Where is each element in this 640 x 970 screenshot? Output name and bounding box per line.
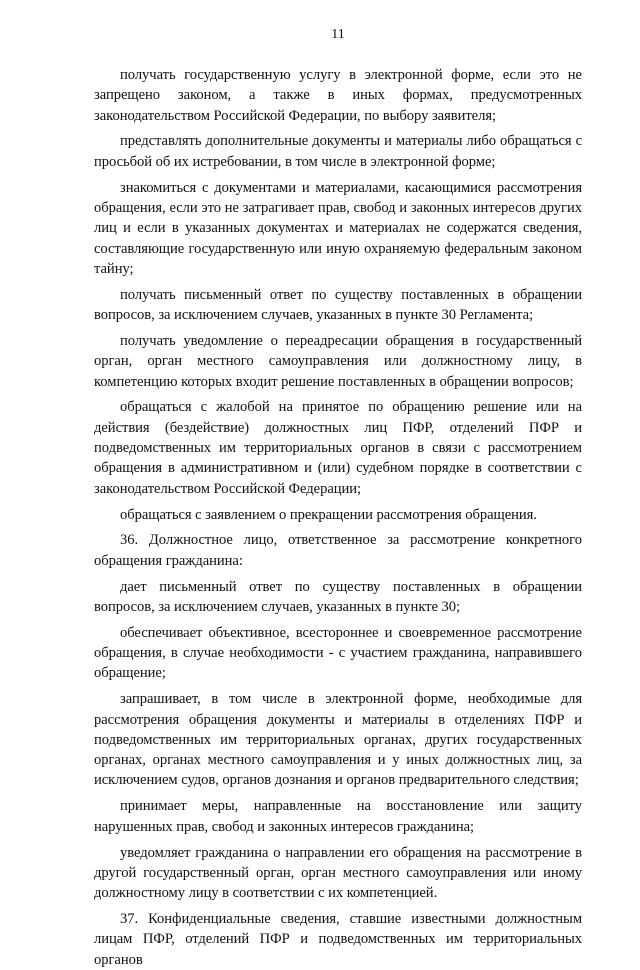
paragraph-redirect-notice: получать уведомление о переадресации обращения в государственный орган, орган местного самоуправления или должностному лицу, в компетенцию которых входит решение поставленных в обращении вопросов; <box>94 332 582 390</box>
paragraph-ensures-review: обеспечивает объективное, всестороннее и своевременное рассмотрение обращения, в случае необходимости - с участием гражданина, направившего обращение; <box>94 624 582 682</box>
paragraph-review-materials: знакомиться с документами и материалами, касающимися рассмотрения обращения, если это не затрагивает прав, свобод и законных интересов других лиц и если в указанных документах и материалах не содержатся сведения, составляющие государственную или иную охраняемую федеральным законом тайну; <box>94 179 582 277</box>
paragraph-gives-answer: дает письменный ответ по существу поставленных в обращении вопросов, за исключением случаев, указанных в пункте 30; <box>94 578 582 615</box>
paragraph-submit-documents: представлять дополнительные документы и материалы либо обращаться с просьбой об их истребовании, в том числе в электронной форме; <box>94 133 582 170</box>
paragraph-clause-37: 37. Конфиденциальные сведения, ставшие известными должностным лицам ПФР, отделений ПФР и подведомственных им территориальных органов <box>94 911 582 968</box>
paragraph-complaint: обращаться с жалобой на принятое по обращению решение или на действия (бездействие) должностных лиц ПФР, отделений ПФР и подведомственных им территориальных органов в связи с рассмотрением обращения в административном и (или) судебном порядке в соответствии с законодательством Российской Федерации; <box>94 399 582 497</box>
paragraph-clause-36: 36. Должностное лицо, ответственное за рассмотрение конкретного обращения гражданина: <box>94 532 582 569</box>
paragraph-requests-documents: запрашивает, в том числе в электронной форме, необходимые для рассмотрения обращения документы и материалы в отделениях ПФР и подведомственных им территориальных органах, других государственных органах, органах местного самоуправления и у иных должностных лиц, за исключением судов, органов дознания и органов предварительного следствия; <box>94 691 582 789</box>
paragraph-restores-rights: принимает меры, направленные на восстановление или защиту нарушенных прав, свобод и законных интересов гражданина; <box>94 798 582 835</box>
page-number: 11 <box>331 27 345 42</box>
paragraph-notifies-citizen: уведомляет гражданина о направлении его обращения на рассмотрение в другой государственный орган, орган местного самоуправления или иному должностному лицу в соответствии с их компетенцией. <box>94 844 582 902</box>
paragraph-written-answer: получать письменный ответ по существу поставленных в обращении вопросов, за исключением случаев, указанных в пункте 30 Регламента; <box>94 286 582 324</box>
paragraph-termination-request: обращаться с заявлением о прекращении рассмотрения обращения. <box>120 506 537 523</box>
paragraph-receive-service-electronic: получать государственную услугу в электронной форме, если это не запрещено законом, а также в иных формах, предусмотренных законодательством Российской Федерации, по выбору заявителя; <box>94 67 582 124</box>
